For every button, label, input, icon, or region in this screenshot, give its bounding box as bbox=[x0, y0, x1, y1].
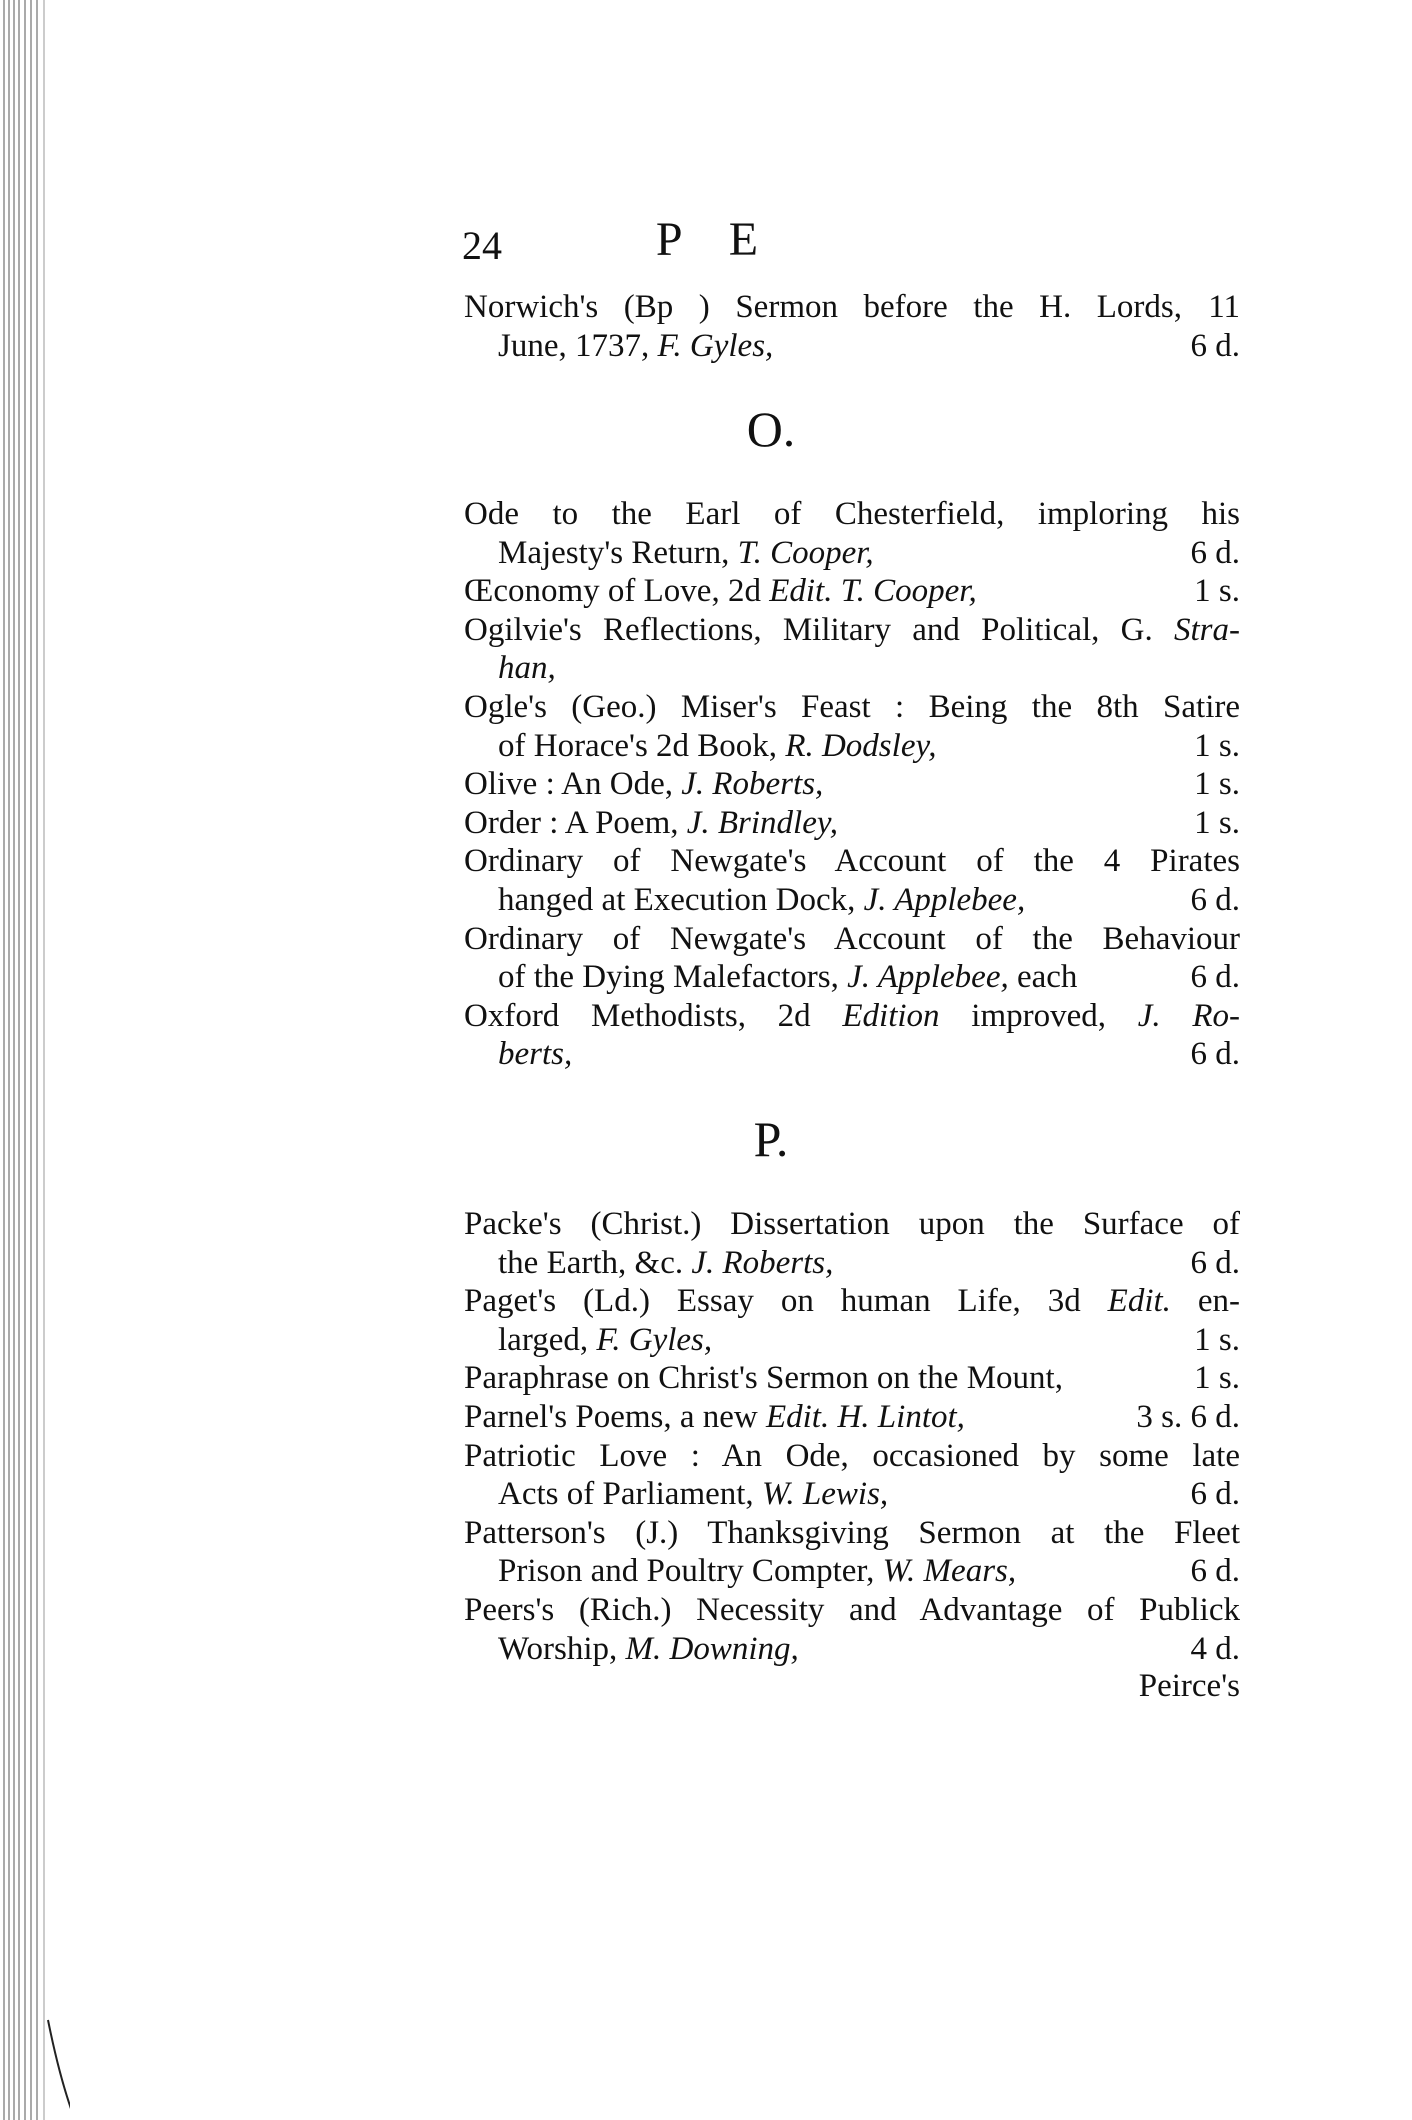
entry-italic-text: F. Gyles, bbox=[596, 1321, 713, 1358]
catalogue-line bbox=[498, 327, 1240, 365]
entry-text bbox=[498, 958, 1077, 996]
catalogue-line bbox=[498, 1244, 1240, 1282]
catalogue-line bbox=[464, 572, 1240, 610]
catalogue-line bbox=[464, 611, 1240, 649]
page-number: 24 bbox=[462, 223, 502, 268]
entry-roman-text: of Horace's 2d Book, bbox=[498, 727, 786, 764]
entry-italic-text: M. Downing, bbox=[625, 1630, 799, 1667]
entry-italic-text: Edit. bbox=[1107, 1283, 1171, 1320]
entry-italic-text: J. Applebee, bbox=[847, 959, 1009, 996]
entry-text bbox=[498, 1475, 888, 1513]
catalogue-line bbox=[464, 495, 1240, 533]
entry-text bbox=[498, 1035, 572, 1073]
entry-italic-text: F. Gyles, bbox=[657, 327, 774, 364]
catalogue-line bbox=[464, 1437, 1240, 1475]
entry-roman-text: Parnel's Poems, a new bbox=[464, 1399, 766, 1435]
catalogue-line bbox=[464, 765, 1240, 803]
entry-price: 3 s. 6 d. bbox=[1136, 1399, 1240, 1435]
catchword: Peirce's bbox=[1138, 1668, 1240, 1705]
entry-price: 6 d. bbox=[1190, 959, 1240, 996]
running-head: P E bbox=[655, 213, 777, 266]
entry-price: 6 d. bbox=[1190, 1036, 1240, 1073]
entry-text bbox=[498, 881, 1025, 919]
entry-roman-text: Patterson's (J.) Thanksgiving Sermon at the Fleet bbox=[464, 1514, 1240, 1551]
entry-roman-text: Œconomy of Love, 2d bbox=[464, 573, 770, 610]
entry-price: 11 bbox=[1208, 289, 1240, 325]
catalogue-line bbox=[464, 997, 1240, 1035]
entry-roman-text: Majesty's Return, bbox=[498, 534, 738, 571]
entry-text bbox=[498, 534, 874, 572]
entry-text bbox=[464, 495, 1240, 533]
entry-price: 6 d. bbox=[1190, 1553, 1240, 1590]
section-heading-o: O. bbox=[746, 401, 796, 457]
entry-price: 1 s. bbox=[1194, 804, 1240, 841]
entry-roman-text: each bbox=[1008, 959, 1078, 996]
catalogue-line bbox=[498, 1552, 1240, 1590]
entry-roman-text: of the Dying Malefactors, bbox=[498, 959, 848, 996]
catalogue-line bbox=[464, 688, 1240, 726]
entry-roman-text: Paraphrase on Christ's Sermon on the Mount, bbox=[464, 1360, 1063, 1397]
entry-text bbox=[464, 920, 1240, 958]
entry-roman-text: larged, bbox=[498, 1321, 597, 1358]
entry-price: 1 s. bbox=[1194, 766, 1240, 803]
entry-italic-text: han, bbox=[498, 650, 556, 687]
entry-roman-text: en- bbox=[1170, 1283, 1240, 1320]
entry-italic-text: J. Roberts, bbox=[691, 1244, 834, 1281]
entry-roman-text: Oxford Methodists, 2d bbox=[464, 997, 843, 1034]
entry-price: 6 d. bbox=[1190, 1244, 1240, 1281]
entry-text bbox=[464, 1591, 1240, 1629]
entry-text bbox=[464, 1514, 1240, 1552]
entry-roman-text: hanged at Execution Dock, bbox=[498, 882, 864, 918]
catalogue-line bbox=[498, 1035, 1240, 1073]
entry-text bbox=[498, 1630, 799, 1668]
entry-italic-text: J. Ro- bbox=[1137, 997, 1240, 1034]
entry-text bbox=[464, 288, 1182, 326]
catalogue-line bbox=[464, 1359, 1240, 1397]
entry-text bbox=[464, 611, 1240, 649]
entry-roman-text: Paget's (Ld.) Essay on human Life, 3d bbox=[464, 1283, 1108, 1320]
catalogue-line bbox=[498, 649, 1240, 687]
entry-roman-text: Peers's (Rich.) Necessity and Advantage of Publick bbox=[464, 1592, 1240, 1628]
catalogue-line bbox=[498, 534, 1240, 572]
entry-roman-text: Ode to the Earl of Chesterfield, imploring his bbox=[464, 496, 1240, 532]
entry-italic-text: J. Roberts, bbox=[681, 766, 824, 803]
entry-price: 4 d. bbox=[1190, 1630, 1240, 1667]
entry-italic-text: J. Brindley, bbox=[686, 804, 838, 841]
page-binding-edge bbox=[0, 0, 70, 2120]
entry-price: 6 d. bbox=[1190, 882, 1240, 918]
entry-roman-text: the Earth, &c. bbox=[498, 1244, 692, 1281]
entry-italic-text: Edition bbox=[842, 997, 940, 1034]
entry-italic-text: berts, bbox=[498, 1036, 573, 1073]
catalogue-line bbox=[464, 1591, 1240, 1629]
catalogue-line bbox=[498, 727, 1240, 765]
entry-text bbox=[464, 1205, 1240, 1243]
entry-text bbox=[464, 1359, 1063, 1397]
entry-text bbox=[464, 572, 977, 610]
entry-roman-text: Ogilvie's Reflections, Military and Political, G. bbox=[464, 611, 1174, 648]
entry-roman-text: Olive : An Ode, bbox=[464, 766, 682, 803]
entry-text bbox=[498, 727, 937, 765]
entry-text bbox=[464, 1437, 1240, 1475]
entry-text bbox=[464, 804, 838, 842]
catalogue-line bbox=[464, 920, 1240, 958]
entry-text bbox=[464, 688, 1240, 726]
catalogue-line bbox=[498, 1630, 1240, 1668]
entry-italic-text: Stra- bbox=[1174, 611, 1240, 648]
entry-italic-text: T. Cooper, bbox=[737, 534, 874, 571]
entry-price: 1 s. bbox=[1194, 1360, 1240, 1397]
entry-price: 1 s. bbox=[1194, 1321, 1240, 1358]
entry-text bbox=[498, 1244, 833, 1282]
entry-price: 1 s. bbox=[1194, 573, 1240, 610]
entry-italic-text: W. Mears, bbox=[882, 1553, 1017, 1590]
entry-roman-text: Packe's (Christ.) Dissertation upon the Surface of bbox=[464, 1206, 1240, 1242]
entry-roman-text: Patriotic Love : An Ode, occasioned by some late bbox=[464, 1437, 1240, 1474]
entry-italic-text: J. Applebee, bbox=[863, 882, 1026, 918]
catalogue-line bbox=[464, 804, 1240, 842]
entry-text bbox=[498, 1552, 1016, 1590]
entry-price: 1 s. bbox=[1194, 727, 1240, 764]
catalogue-line bbox=[464, 1398, 1240, 1436]
catalogue-line bbox=[498, 1475, 1240, 1513]
catalogue-line bbox=[498, 881, 1240, 919]
catalogue-line bbox=[464, 1514, 1240, 1552]
catalogue-line bbox=[464, 842, 1240, 880]
entry-roman-text: Ogle's (Geo.) Miser's Feast : Being the 8th Satire bbox=[464, 689, 1240, 725]
entry-roman-text: Ordinary of Newgate's Account of the 4 Pirates bbox=[464, 843, 1240, 880]
entry-text bbox=[464, 1398, 965, 1436]
entry-text bbox=[498, 1321, 712, 1359]
entry-text bbox=[498, 649, 556, 687]
entry-roman-text: Ordinary of Newgate's Account of the Behaviour bbox=[464, 920, 1240, 957]
entry-price: 6 d. bbox=[1190, 327, 1240, 364]
entry-text bbox=[464, 1282, 1240, 1320]
entry-italic-text: R. Dodsley, bbox=[785, 727, 937, 764]
catalogue-line bbox=[464, 1282, 1240, 1320]
entry-roman-text: Acts of Parliament, bbox=[498, 1476, 762, 1513]
entry-text bbox=[464, 842, 1240, 880]
entry-roman-text: Order : A Poem, bbox=[464, 804, 687, 841]
entry-price: 6 d. bbox=[1190, 1476, 1240, 1513]
entry-italic-text: W. Lewis, bbox=[761, 1476, 889, 1513]
entry-price: 6 d. bbox=[1190, 534, 1240, 571]
section-heading-p: P. bbox=[753, 1111, 789, 1167]
catalogue-line bbox=[464, 1205, 1240, 1243]
entry-roman-text: June, 1737, bbox=[498, 327, 658, 364]
entry-italic-text: Edit. T. Cooper, bbox=[769, 573, 977, 610]
catalogue-line bbox=[464, 288, 1240, 326]
entry-text bbox=[464, 765, 823, 803]
entry-roman-text: improved, bbox=[939, 997, 1138, 1034]
catalogue-line bbox=[498, 958, 1240, 996]
catalogue-line bbox=[498, 1321, 1240, 1359]
entry-text bbox=[464, 997, 1240, 1035]
entry-text bbox=[498, 327, 773, 365]
entry-roman-text: Worship, bbox=[498, 1630, 626, 1667]
entry-italic-text: Edit. H. Lintot, bbox=[765, 1399, 965, 1435]
entry-roman-text: Norwich's (Bp ) Sermon before the H. Lords, bbox=[464, 289, 1182, 325]
entry-roman-text: Prison and Poultry Compter, bbox=[498, 1553, 883, 1590]
